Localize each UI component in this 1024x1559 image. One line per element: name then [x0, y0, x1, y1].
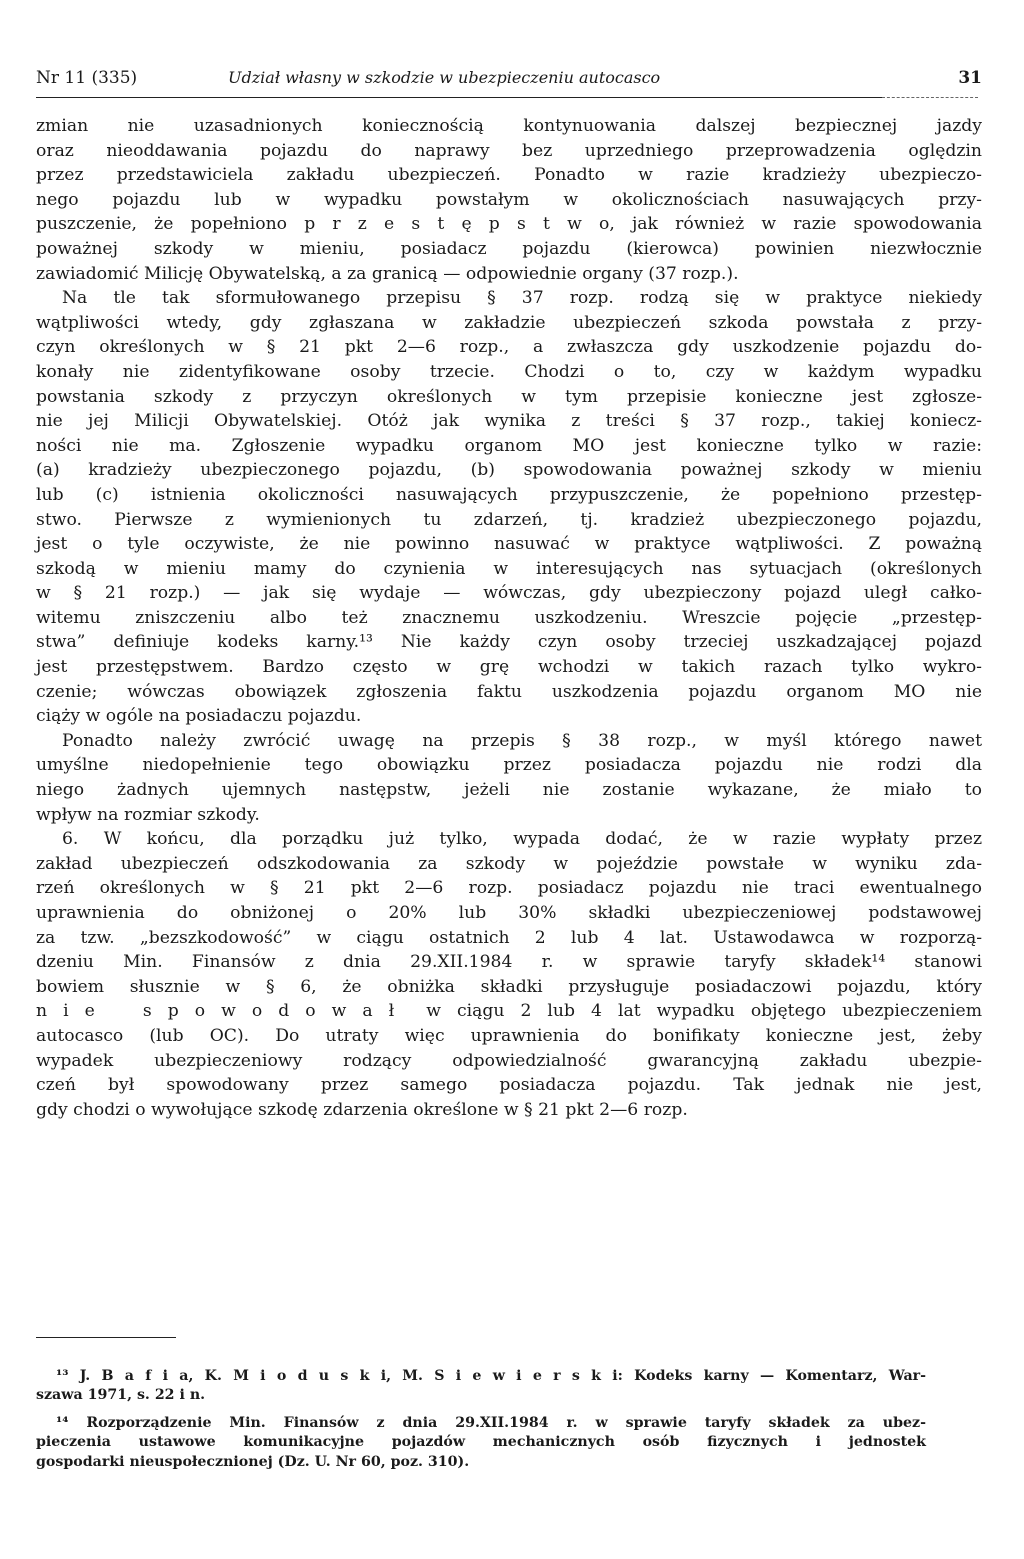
- body-line: dzeniu Min. Finansów z dnia 29.XII.1984 r. w sprawie taryfy składek¹⁴ stanowi: [36, 952, 982, 973]
- body-line: zmian nie uzasadnionych koniecznością kontynuowania dalszej bezpiecznej jazdy: [36, 116, 982, 136]
- body-line: n i e s p o w o d o w a ł w ciągu 2 lub 4 lat wypadku objętego ubezpieczeniem: [36, 1001, 982, 1022]
- body-line: 6. W końcu, dla porządku już tylko, wypada dodać, że w razie wypłaty przez: [62, 829, 982, 850]
- footnotes: [36, 1367, 926, 1480]
- body-line: zawiadomić Milicję Obywatelską, a za granicą — odpowiednie organy (37 rozp.).: [36, 263, 739, 284]
- body-line: czyn określonych w § 21 pkt 2—6 rozp., a zwłaszcza gdy uszkodzenie pojazdu do-: [36, 337, 982, 358]
- header-rule-end: [882, 97, 978, 98]
- footnote-line: gospodarki nieuspołecznionej (Dz. U. Nr 60, poz. 310).: [36, 1453, 470, 1470]
- footnote-line: ¹³ J. B a f i a, K. M i o d u s k i, M. S i e w i e r s k i: Kodeks karny — Komentarz, War-: [56, 1368, 926, 1384]
- body-line: szkodą w mieniu mamy do czynienia w interesujących nas sytuacjach (określonych: [36, 558, 982, 579]
- body-line: wątpliwości wtedy, gdy zgłaszana w zakładzie ubezpieczeń szkoda powstała z przy-: [36, 312, 982, 333]
- body-line: czenie; wówczas obowiązek zgłoszenia faktu uszkodzenia pojazdu organom MO nie: [36, 681, 982, 702]
- body-line: w § 21 rozp.) — jak się wydaje — wówczas, gdy ubezpieczony pojazd uległ całko-: [36, 583, 982, 604]
- body-line: stwa” definiuje kodeks karny.¹³ Nie każdy czyn osoby trzeciej uszkadzającej pojazd: [36, 632, 982, 653]
- issue-number: Nr 11 (335): [36, 68, 138, 88]
- body-line: czeń był spowodowany przez samego posiadacza pojazdu. Tak jednak nie jest,: [36, 1075, 982, 1096]
- body-line: autocasco (lub OC). Do utraty więc uprawnienia do bonifikaty konieczne jest, żeby: [36, 1025, 982, 1046]
- footnote-line: szawa 1971, s. 22 i n.: [36, 1387, 206, 1404]
- body-line: lub (c) istnienia okoliczności nasuwających przypuszczenie, że popełniono przestęp-: [36, 484, 982, 505]
- body-text: [36, 114, 982, 1122]
- body-line: ciąży w ogóle na posiadaczu pojazdu.: [36, 706, 362, 727]
- body-line: wypadek ubezpieczeniowy rodzący odpowiedzialność gwarancyjną zakładu ubezpie-: [36, 1050, 982, 1071]
- body-line: niego żadnych ujemnych następstw, jeżeli nie zostanie wykazane, że miało to: [36, 780, 982, 801]
- body-line: jest przestępstwem. Bardzo często w grę wchodzi w takich razach tylko wykro-: [36, 657, 982, 678]
- body-line: rzeń określonych w § 21 pkt 2—6 rozp. posiadacz pojazdu nie traci ewentualnego: [36, 878, 982, 899]
- footnote-line: pieczenia ustawowe komunikacyjne pojazdów mechanicznych osób fizycznych i jednostek: [36, 1434, 926, 1451]
- body-line: konały nie zidentyfikowane osoby trzecie. Chodzi o to, czy w każdym wypadku: [36, 361, 982, 382]
- running-title: Udział własny w szkodzie w ubezpieczeniu autocasco: [228, 68, 661, 87]
- body-line: (a) kradzieży ubezpieczonego pojazdu, (b) spowodowania poważnej szkody w mieniu: [36, 460, 982, 481]
- body-line: witemu zniszczeniu albo też znacznemu uszkodzeniu. Wreszcie pojęcie „przestęp-: [36, 607, 982, 628]
- body-line: za tzw. „bezszkodowość” w ciągu ostatnich 2 lub 4 lat. Ustawodawca w rozporzą-: [36, 927, 982, 948]
- body-line: jest o tyle oczywiste, że nie powinno nasuwać w praktyce wątpliwości. Z poważną: [36, 534, 982, 555]
- footnote-separator: [36, 1337, 176, 1338]
- body-line: poważnej szkody w mieniu, posiadacz pojazdu (kierowca) powinien niezwłocznie: [36, 238, 982, 259]
- body-line: wpływ na rozmiar szkody.: [36, 804, 260, 825]
- header-rule: [36, 97, 882, 98]
- body-line: ności nie ma. Zgłoszenie wypadku organom MO jest konieczne tylko w razie:: [36, 435, 982, 456]
- body-line: nie jej Milicji Obywatelskiej. Otóż jak wynika z treści § 37 rozp., takiej koniecz-: [36, 411, 982, 432]
- body-line: bowiem słusznie w § 6, że obniżka składki przysługuje posiadaczowi pojazdu, który: [36, 976, 982, 997]
- body-line: Ponadto należy zwrócić uwagę na przepis § 38 rozp., w myśl którego nawet: [62, 730, 982, 751]
- body-line: powstania szkody z przyczyn określonych w tym przepisie konieczne jest zgłosze-: [36, 386, 982, 407]
- footnote: [36, 1367, 926, 1406]
- page-number: 31: [958, 68, 982, 88]
- body-line: Na tle tak sformułowanego przepisu § 37 rozp. rodzą się w praktyce niekiedy: [62, 288, 982, 309]
- body-line: zakład ubezpieczeń odszkodowania za szkody w pojeździe powstałe w wyniku zda-: [36, 853, 982, 874]
- page-header: [36, 66, 982, 96]
- body-line: oraz nieoddawania pojazdu do naprawy bez uprzedniego przeprowadzenia oględzin: [36, 140, 982, 161]
- footnote-line: ¹⁴ Rozporządzenie Min. Finansów z dnia 29.XII.1984 r. w sprawie taryfy składek za ubez-: [56, 1414, 926, 1431]
- body-line: nego pojazdu lub w wypadku powstałym w okolicznościach nasuwających przy-: [36, 189, 982, 210]
- body-line: puszczenie, że popełniono p r z e s t ę p s t w o, jak również w razie spowodowania: [36, 214, 982, 235]
- footnote: [36, 1414, 926, 1472]
- body-line: stwo. Pierwsze z wymienionych tu zdarzeń, tj. kradzież ubezpieczonego pojazdu,: [36, 509, 982, 530]
- body-line: przez przedstawiciela zakładu ubezpieczeń. Ponadto w razie kradzieży ubezpieczo-: [36, 165, 982, 186]
- body-line: gdy chodzi o wywołujące szkodę zdarzenia określone w § 21 pkt 2—6 rozp.: [36, 1099, 688, 1120]
- body-line: umyślne niedopełnienie tego obowiązku przez posiadacza pojazdu nie rodzi dla: [36, 755, 982, 776]
- body-line: uprawnienia do obniżonej o 20% lub 30% składki ubezpieczeniowej podstawowej: [36, 903, 982, 923]
